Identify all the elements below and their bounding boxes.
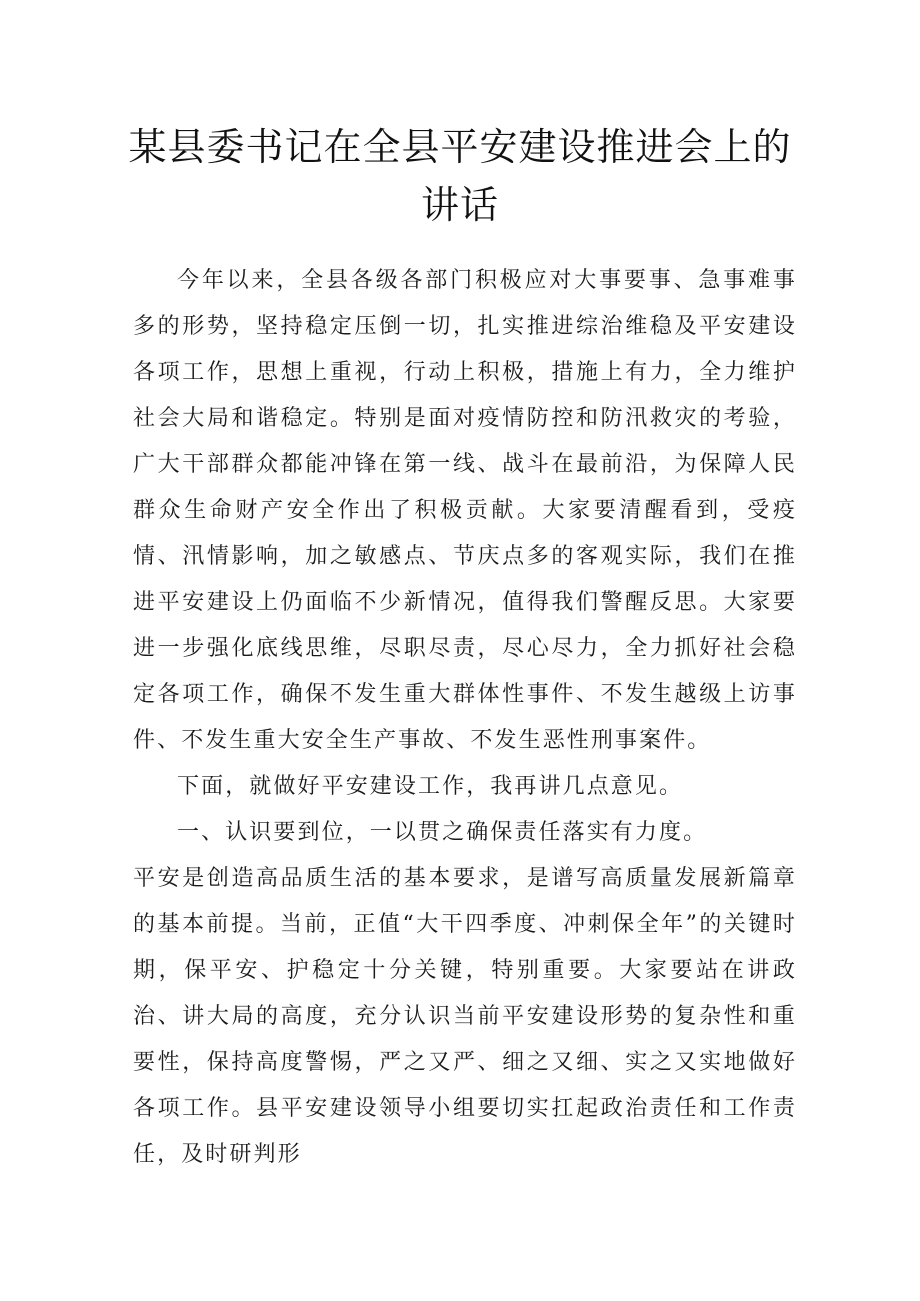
section-heading-1: 一、认识要到位，一以贯之确保责任落实有力度。 xyxy=(177,820,708,845)
paragraph-section-1: 平安是创造高品质生活的基本要求，是谱写高质量发展新篇章的基本前提。当前，正值“大干四季度、冲刺保全年”的关键时期，保平安、护稳定十分关键，特别重要。大家要站在讲政治、讲大局的高度，充分认识当前平安建设形势的复杂性和重要性，保持高度警惕，严之又严、细之又细、实之又实地做好各项工作。县平安建设领导小组要切实扛起政治责任和工作责任，及时研判形 xyxy=(133,866,797,1167)
document-body xyxy=(133,258,797,1178)
document-title: 某县委书记在全县平安建设推进会上的讲话 xyxy=(128,125,792,227)
paragraph-transition: 下面，就做好平安建设工作，我再讲几点意见。 xyxy=(177,774,684,799)
paragraph-intro: 今年以来，全县各级各部门积极应对大事要事、急事难事多的形势，坚持稳定压倒一切，扎实推进综治维稳及平安建设各项工作，思想上重视，行动上积极，措施上有力，全力维护社会大局和谐稳定。特别是面对疫情防控和防汛救灾的考验，广大干部群众都能冲锋在第一线、战斗在最前沿，为保障人民群众生命财产安全作出了积极贡献。大家要清醒看到，受疫情、汛情影响，加之敏感点、节庆点多的客观实际，我们在推进平安建设上仍面临不少新情况，值得我们警醒反思。大家要进一步强化底线思维，尽职尽责，尽心尽力，全力抓好社会稳定各项工作，确保不发生重大群体性事件、不发生越级上访事件、不发生重大安全生产事故、不发生恶性刑事案件。 xyxy=(133,268,797,753)
